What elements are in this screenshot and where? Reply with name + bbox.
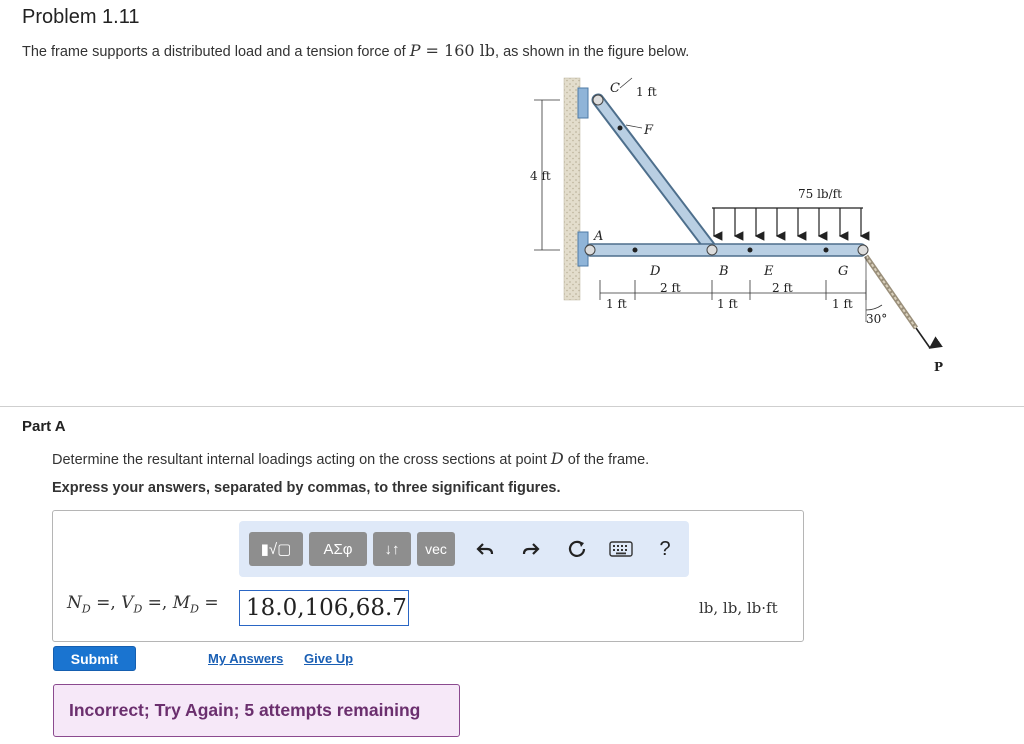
section-divider [0,406,1024,407]
answer-units: lb, lb, lb·ft [699,599,778,617]
label-f: F [644,123,654,138]
templates-button[interactable] [249,532,303,566]
dim-1ft-top: 1 ft [636,85,657,99]
vec-label: vec [425,541,447,557]
question-before: Determine the resultant internal loadings acting on the cross sections at point [52,452,547,468]
label-a: A [594,229,604,244]
question-var: D [550,449,564,468]
frame-figure [520,70,990,380]
help-button[interactable] [651,535,679,563]
undo-icon[interactable] [471,535,499,563]
arrows-label: ↓↑ [384,540,400,558]
greek-button[interactable] [309,532,367,566]
part-a-title: Part A [22,418,66,435]
label-e: E [764,264,774,279]
templates-label: ▮√▢ [260,541,292,558]
intro-var: P [409,41,421,60]
answer-input[interactable] [239,590,409,626]
question-after: of the frame. [563,452,650,468]
answer-box [52,510,804,642]
dim-2ft-a: 2 ft [660,281,681,295]
part-a-question [52,449,649,468]
arrows-button[interactable] [373,532,411,566]
label-p: P [934,360,944,374]
part-a-instructions: Express your answers, separated by commas, to three significant figures. [52,480,561,496]
intro-tail: , as shown in the figure below. [495,44,690,60]
give-up-link[interactable]: Give Up [304,651,354,666]
reset-icon[interactable] [563,535,591,563]
dim-4ft: 4 ft [530,169,551,183]
dim-1ft-c: 1 ft [832,297,853,311]
force-p-arrow [916,328,930,348]
submit-button[interactable]: Submit [53,646,136,671]
feedback-message [53,684,460,737]
load-label: 75 lb/ft [798,187,842,201]
intro-math [410,41,495,60]
my-answers-link[interactable]: My Answers [208,651,284,666]
label-b: B [719,264,729,279]
intro-text: The frame supports a distributed load and a tension force of [22,44,406,60]
load-arrows [714,208,861,236]
keyboard-icon[interactable] [607,535,635,563]
problem-intro [22,41,689,60]
math-toolbar [239,521,689,577]
intro-value: 160 lb [444,41,496,60]
greek-label: ΑΣφ [323,540,353,558]
help-label: ? [659,537,671,560]
vec-button[interactable] [417,532,455,566]
feedback-text: Incorrect; Try Again; 5 attempts remaining [69,700,421,720]
answer-label: $N_D$ =, $V_D$ =, $M_D$ = [67,593,219,616]
label-d: D [650,264,661,279]
label-g: G [838,264,849,279]
bracket-c [578,88,588,118]
dim-2ft-b: 2 ft [772,281,793,295]
problem-title: Problem 1.11 [22,6,140,28]
dim-1ft-a: 1 ft [606,297,627,311]
dim-1ft-b: 1 ft [717,297,738,311]
redo-icon[interactable] [517,535,545,563]
angle-label: 30° [866,312,888,326]
label-c: C [610,81,620,96]
intro-eq: = [420,41,445,60]
